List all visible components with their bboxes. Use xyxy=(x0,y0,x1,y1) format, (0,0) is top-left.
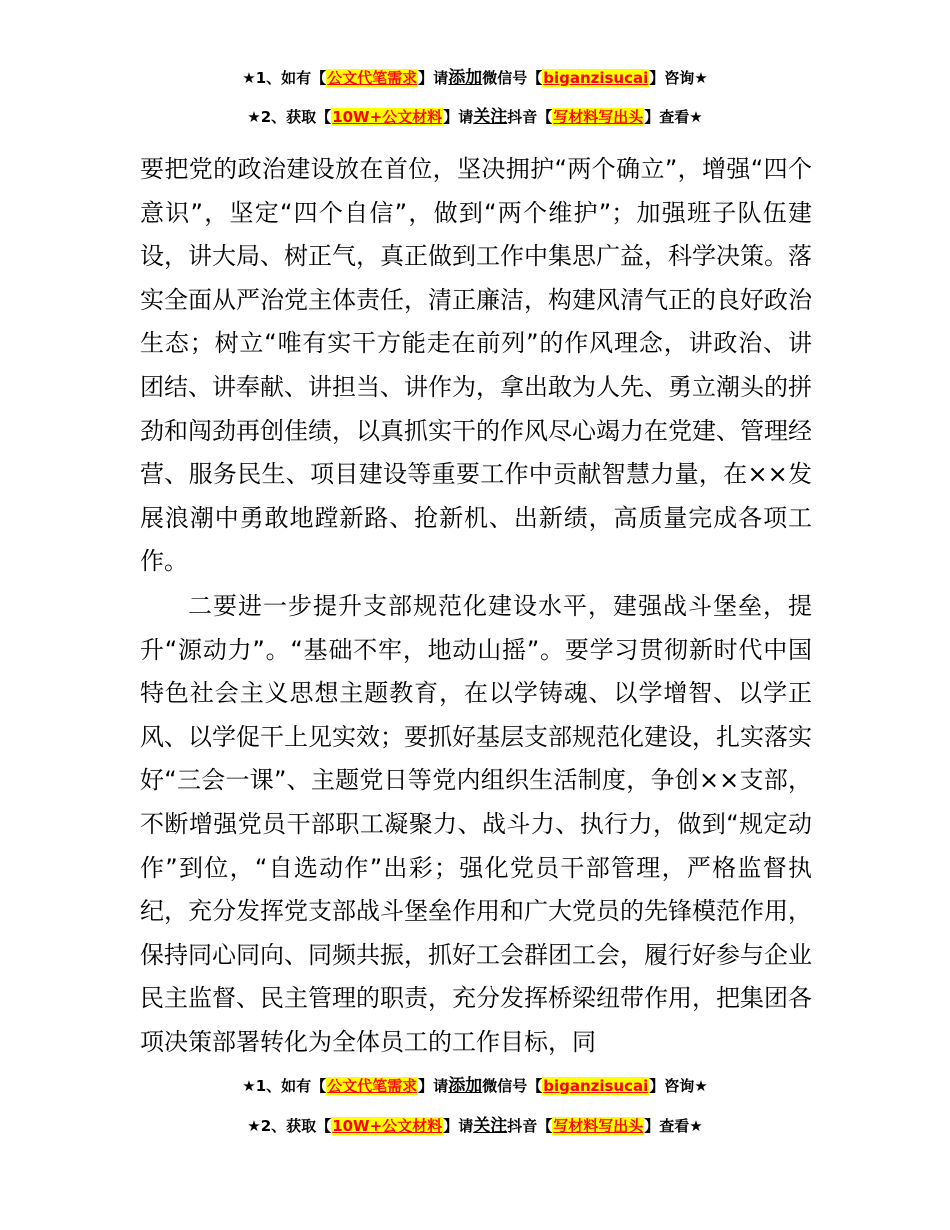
body-paragraph-2: 二要进一步提升支部规范化建设水平，建强战斗堡垒，提升“源动力”。“基础不牢，地动山摇”。要学习贯彻新时代中国特色社会主义思想主题教育，在以学铸魂、以学增智、以学正风、以学促干上见实效；要抓好基层支部规范化建设，扎实落实好“三会一课”、主题党日等党内组织生活制度，争创××支部，不断增强党员干部职工凝聚力、战斗力、执行力，做到“规定动作”到位，“自选动作”出彩；强化党员干部管理，严格监督执纪，充分发挥党支部战斗堡垒作用和广大党员的先锋模范作用，保持同心同向、同频共振，抓好工会群团工会，履行好参与企业民主监督、民主管理的职责，充分发挥桥梁纽带作用，把集团各项决策部署转化为全体员工的工作目标，同 xyxy=(140,592,812,1056)
promo-middle: 抖音【 xyxy=(507,1117,553,1135)
promo-middle: 抖音【 xyxy=(507,108,553,126)
promo-highlight-wechat-id: biganzisucai xyxy=(543,1077,649,1095)
promo-emphasis-add: 添加 xyxy=(448,68,483,88)
promo-highlight-materials: 10W+公文材料 xyxy=(332,108,443,126)
promo-emphasis-add: 添加 xyxy=(448,1076,483,1096)
footer-promo-line-1 xyxy=(0,1076,950,1096)
body-paragraph-1: 要把党的政治建设放在首位，坚决拥护“两个确立”，增强“四个意识”，坚定“四个自信”，做到“两个维护”；加强班子队伍建设，讲大局、树正气，真正做到工作中集思广益，科学决策。落实全面从严治党主体责任，清正廉洁，构建风清气正的良好政治生态；树立“唯有实干方能走在前列”的作风理念，讲政治、讲团结、讲奉献、讲担当、讲作为，拿出敢为人先、勇立潮头的拼劲和闯劲再创佳绩，以真抓实干的作风尽心竭力在党建、管理经营、服务民生、项目建设等重要工作中贡献智慧力量，在××发展浪潮中勇敢地蹚新路、抢新机、出新绩，高质量完成各项工作。 xyxy=(140,155,812,576)
promo-middle: 】请 xyxy=(443,108,474,126)
promo-middle: 】请 xyxy=(418,69,449,87)
promo-middle: 微信号【 xyxy=(482,1077,543,1095)
promo-highlight-ghostwriting: 公文代笔需求 xyxy=(327,1077,418,1095)
promo-highlight-wechat-id: biganzisucai xyxy=(543,69,649,87)
header-promo-line-1 xyxy=(0,68,950,88)
header-promo-line-2 xyxy=(0,107,950,127)
promo-highlight-materials: 10W+公文材料 xyxy=(332,1117,443,1135)
promo-prefix: ★1、如有【 xyxy=(242,1077,327,1095)
promo-emphasis-follow: 关注 xyxy=(473,1116,508,1136)
promo-suffix: 】咨询★ xyxy=(649,69,708,87)
promo-suffix: 】查看★ xyxy=(644,108,703,126)
promo-emphasis-follow: 关注 xyxy=(473,107,508,127)
promo-middle: 】请 xyxy=(443,1117,474,1135)
promo-middle: 微信号【 xyxy=(482,69,543,87)
footer-promo-line-2 xyxy=(0,1116,950,1136)
promo-suffix: 】查看★ xyxy=(644,1117,703,1135)
promo-highlight-douyin: 写材料写出头 xyxy=(553,1117,644,1135)
promo-prefix: ★2、获取【 xyxy=(247,1117,332,1135)
promo-prefix: ★1、如有【 xyxy=(242,69,327,87)
promo-suffix: 】咨询★ xyxy=(649,1077,708,1095)
promo-highlight-douyin: 写材料写出头 xyxy=(553,108,644,126)
promo-prefix: ★2、获取【 xyxy=(247,108,332,126)
promo-middle: 】请 xyxy=(418,1077,449,1095)
promo-highlight-ghostwriting: 公文代笔需求 xyxy=(327,69,418,87)
